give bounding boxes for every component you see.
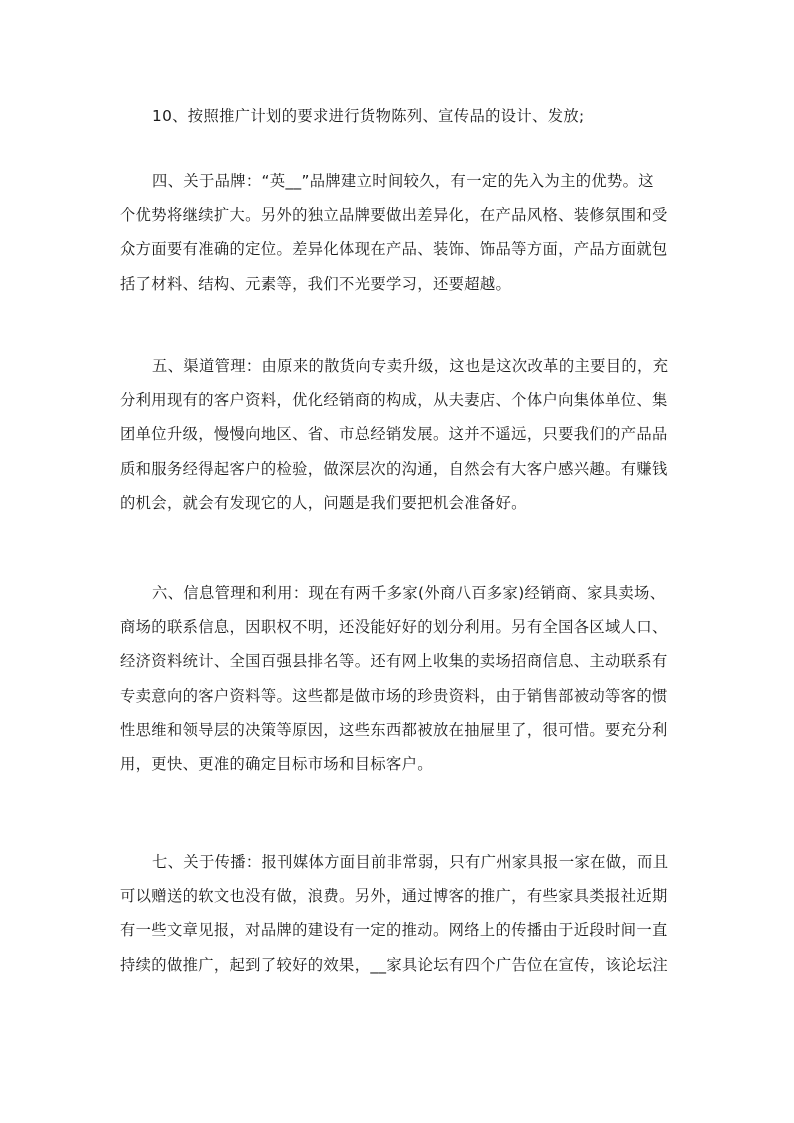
- paragraph-item-10: [120, 99, 676, 133]
- text-line: 商场的联系信息，因职权不明，还没能好好的划分利用。另有全国各区域人口、: [120, 618, 668, 637]
- text-line: 括了材料、结构、元素等，我们不光要学习，还要超越。: [120, 274, 512, 293]
- text-line: 有一些文章见报，对品牌的建设有一定的推动。网络上的传播由于近段时间一直: [120, 921, 668, 940]
- paragraph-section-4-brand: [120, 164, 676, 301]
- text-line: 经济资料统计、全国百强县排名等。还有网上收集的卖场招商信息、主动联系有: [120, 652, 668, 671]
- paragraph-section-7-communication: [120, 845, 676, 982]
- text-line: 10、按照推广计划的要求进行货物陈列、宣传品的设计、发放;: [152, 107, 585, 125]
- text-line: 团单位升级，慢慢向地区、省、市总经销发展。这并不遥远，只要我们的产品品: [120, 425, 668, 444]
- paragraph-section-6-information: [120, 576, 676, 781]
- text-line: 个优势将继续扩大。另外的独立品牌要做出差异化，在产品风格、装修氛围和受: [120, 206, 668, 225]
- text-line: 可以赠送的软文也没有做，浪费。另外，通过博客的推广，有些家具类报社近期: [120, 887, 668, 906]
- text-line: 众方面要有准确的定位。差异化体现在产品、装饰、饰品等方面，产品方面就包: [120, 240, 668, 259]
- text-line: 持续的做推广，起到了较好的效果，__家具论坛有四个广告位在宣传，该论坛注: [120, 955, 668, 974]
- text-line: 用，更快、更准的确定目标市场和目标客户。: [120, 754, 433, 773]
- text-line: 性思维和领导层的决策等原因，这些东西都被放在抽屉里了，很可惜。要充分利: [120, 720, 668, 739]
- text-line: 的机会，就会有发现它的人，问题是我们要把机会准备好。: [120, 493, 527, 512]
- text-line: 质和服务经得起客户的检验，做深层次的沟通，自然会有大客户感兴趣。有赚钱: [120, 459, 668, 478]
- paragraph-section-5-channel: [120, 349, 676, 520]
- text-line: 分利用现有的客户资料，优化经销商的构成，从夫妻店、个体户向集体单位、集: [120, 391, 668, 410]
- text-line: 七、关于传播：报刊媒体方面目前非常弱，只有广州家具报一家在做，而且: [152, 853, 669, 871]
- text-line: 四、关于品牌：“英__”品牌建立时间较久，有一定的先入为主的优势。这: [152, 172, 654, 190]
- text-line: 专卖意向的客户资料等。这些都是做市场的珍贵资料，由于销售部被动等客的惯: [120, 686, 668, 705]
- text-line: 五、渠道管理：由原来的散货向专卖升级，这也是这次改革的主要目的，充: [152, 357, 669, 375]
- text-line: 六、信息管理和利用：现在有两千多家(外商八百多家)经销商、家具卖场、: [152, 584, 666, 602]
